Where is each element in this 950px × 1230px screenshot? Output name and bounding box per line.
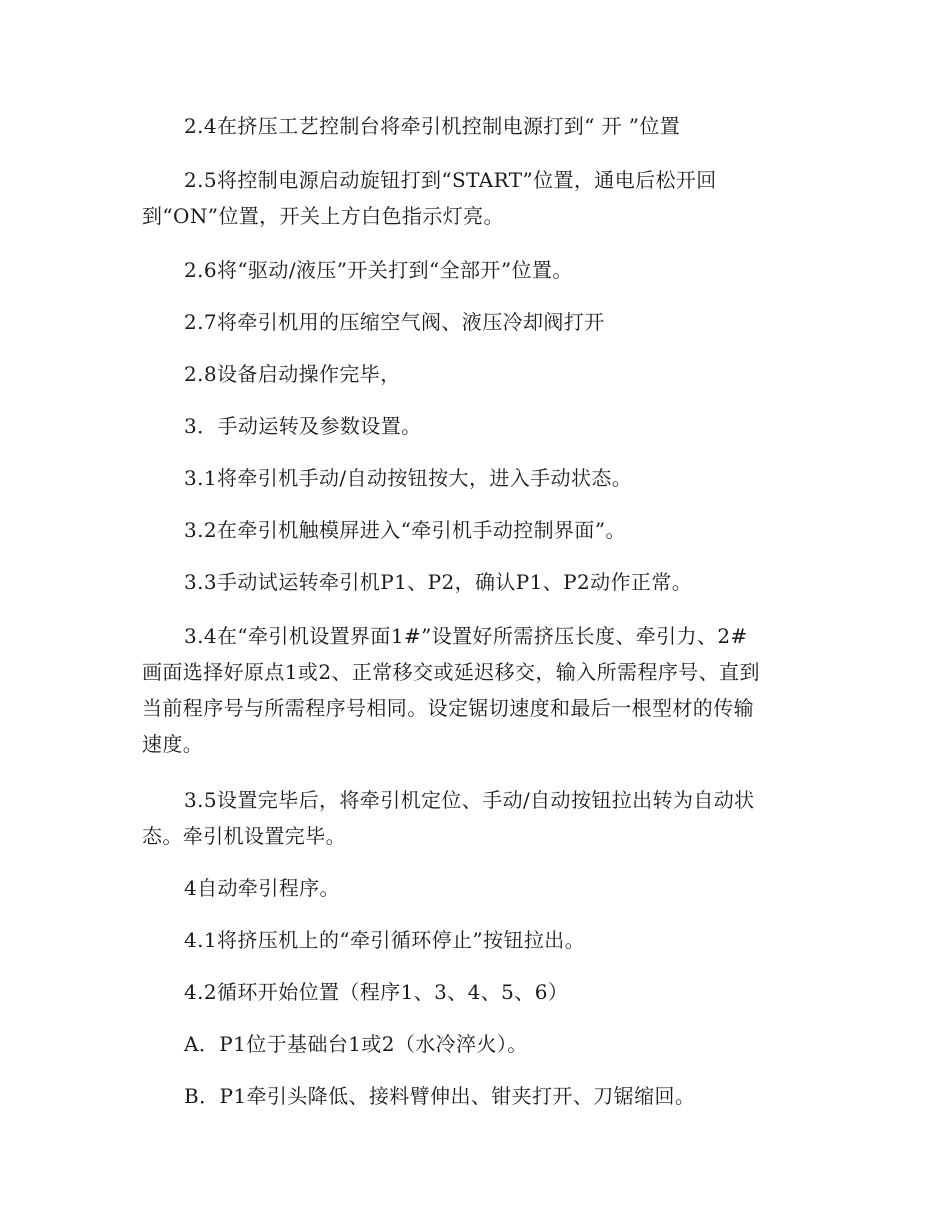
- paragraph-4-2: [142, 974, 812, 1010]
- paragraph-3-3: [142, 564, 812, 600]
- paragraph-b: [142, 1078, 812, 1114]
- text-line: 2.4在挤压工艺控制台将牵引机控制电源打到“ 开 ”位置: [184, 114, 681, 138]
- paragraph-3-2: [142, 512, 812, 548]
- paragraph-2-5: [142, 162, 812, 234]
- text-line: 3.3手动试运转牵引机P1、P2，确认P1、P2动作正常。: [184, 570, 693, 594]
- paragraph-4-1: [142, 922, 812, 958]
- text-line: 2.8设备启动操作完毕，: [184, 362, 401, 386]
- text-line: 3.5设置完毕后，将牵引机定位、手动/自动按钮拉出转为自动状: [184, 788, 755, 812]
- text-line: 4自动牵引程序。: [184, 876, 340, 900]
- text-line: A．P1位于基础台1或2（水冷淬火）。: [184, 1032, 528, 1056]
- paragraph-2-8: [142, 356, 812, 392]
- paragraph-3-4: [142, 618, 812, 762]
- paragraph-3-5: [142, 782, 812, 854]
- text-line: 2.7将牵引机用的压缩空气阀、液压冷却阀打开: [184, 310, 605, 334]
- text-line: 2.6将“驱动/液压”开关打到“全部开”位置。: [184, 258, 573, 282]
- paragraph-2-6: [142, 252, 812, 288]
- paragraph-2-4: [142, 108, 812, 144]
- paragraph-a: [142, 1026, 812, 1062]
- text-line: 速度。: [142, 732, 204, 756]
- text-line: B．P1牵引头降低、接料臂伸出、钳夹打开、刀锯缩回。: [184, 1084, 696, 1108]
- text-line: 4.2循环开始位置（程序1、3、4、5、6）: [184, 980, 569, 1004]
- text-line: 态。牵引机设置完毕。: [142, 824, 346, 848]
- text-line: 3.4在“牵引机设置界面1#”设置好所需挤压长度、牵引力、2#: [184, 624, 748, 648]
- text-line: 4.1将挤压机上的“牵引循环停止”按钮拉出。: [184, 928, 586, 952]
- text-line: 3.2在牵引机触模屏进入“牵引机手动控制界面”。: [184, 518, 626, 542]
- text-line: 到“ON”位置，开关上方白色指示灯亮。: [142, 204, 504, 228]
- text-line: 当前程序号与所需程序号相同。设定锯切速度和最后一根型材的传输: [142, 696, 754, 720]
- text-line: 2.5将控制电源启动旋钮打到“START”位置，通电后松开回: [184, 168, 717, 192]
- text-line: 3.1将牵引机手动/自动按钮按大，进入手动状态。: [184, 466, 633, 490]
- text-line: 画面选择好原点1或2、正常移交或延迟移交，输入所需程序号、直到: [142, 660, 760, 684]
- text-line: 3．手动运转及参数设置。: [184, 414, 422, 438]
- paragraph-4: [142, 870, 812, 906]
- paragraph-3: [142, 408, 812, 444]
- paragraph-3-1: [142, 460, 812, 496]
- paragraph-2-7: [142, 304, 812, 340]
